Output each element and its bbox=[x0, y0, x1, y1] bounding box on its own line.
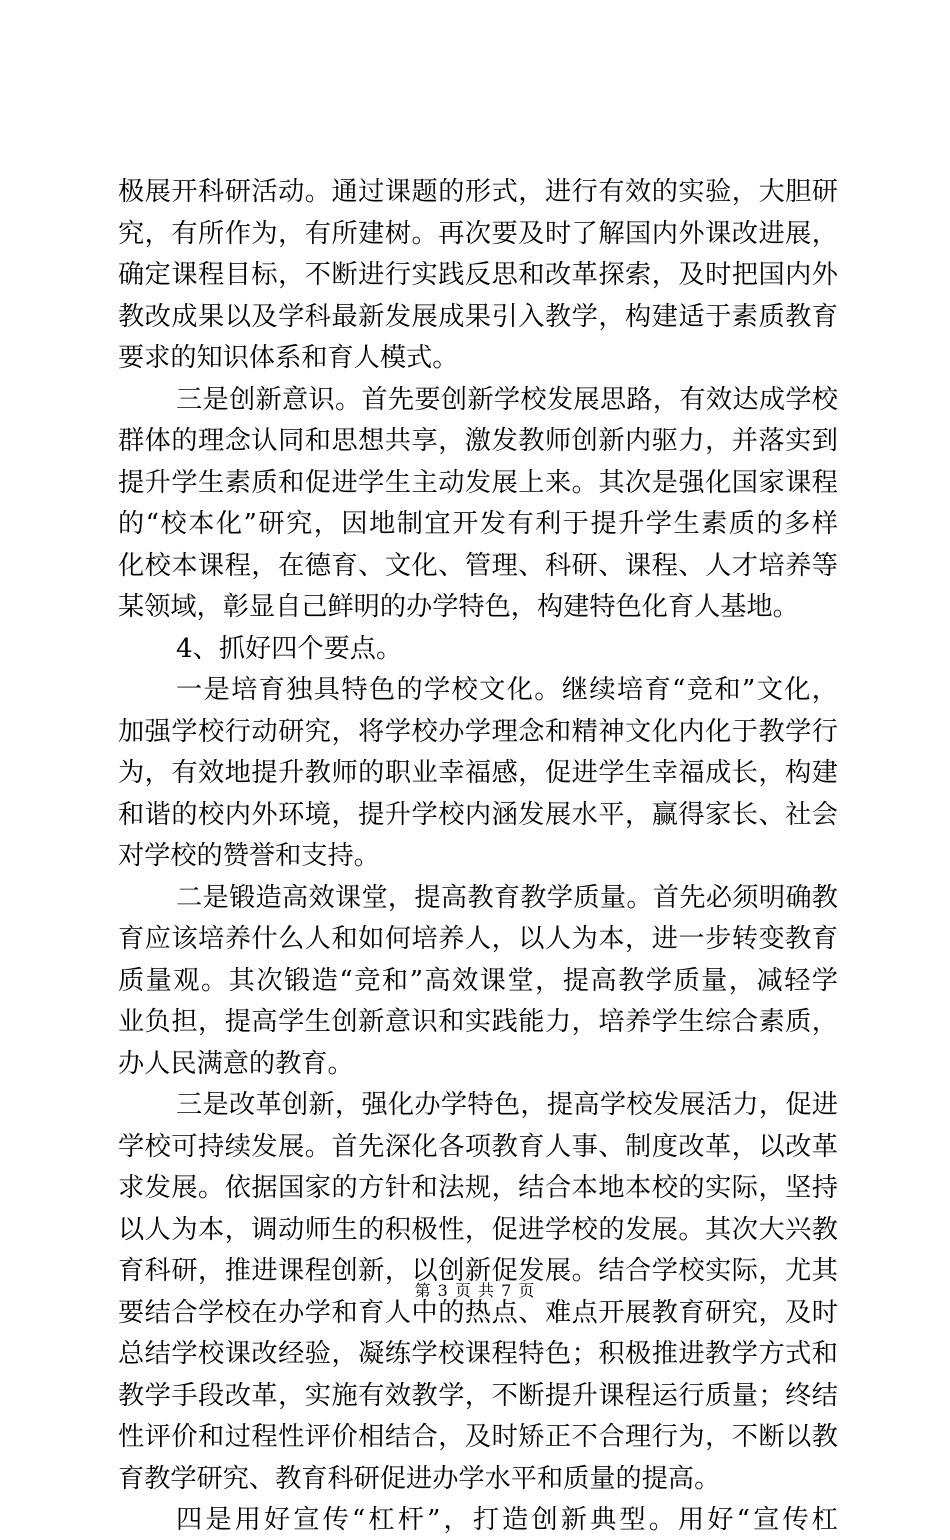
text-line: 三是创新意识。首先要创新学校发展思路，有效达成学校 bbox=[176, 384, 838, 415]
text-line: 学校可持续发展。首先深化各项教育人事、制度改革，以改革 bbox=[118, 1131, 838, 1162]
text-line: 性评价和过程性评价相结合，及时矫正不合理行为，不断以教 bbox=[118, 1422, 838, 1452]
text-line: 要结合学校在办学和育人中的热点、难点开展教育研究，及时 bbox=[118, 1297, 838, 1328]
text-line: 极展开科研活动。通过课题的形式，进行有效的实验，大胆研 bbox=[118, 177, 838, 207]
text-line: 育科研，推进课程创新，以创新促发展。结合学校实际，尤其 bbox=[118, 1256, 838, 1286]
text-line: 办人民满意的教育。 bbox=[118, 1048, 354, 1079]
text-line: 化校本课程，在德育、文化、管理、科研、课程、人才培养等 bbox=[118, 550, 838, 581]
text-line: 三是改革创新，强化办学特色，提高学校发展活力，促进 bbox=[176, 1090, 838, 1120]
text-line: 究，有所作为，有所建树。再次要及时了解国内外课改进展， bbox=[118, 218, 838, 249]
text-line: 质量观。其次锻造“竞和”高效课堂，提高教学质量，减轻学 bbox=[118, 965, 838, 996]
text-line: 要求的知识体系和育人模式。 bbox=[118, 343, 459, 373]
text-line: 某领域，彰显自己鲜明的办学特色，构建特色化育人基地。 bbox=[118, 592, 799, 622]
page-footer: 第 3 页 共 7 页 bbox=[414, 1281, 536, 1300]
text-line: 教改成果以及学科最新发展成果引入教学，构建适于素质教育 bbox=[118, 301, 838, 332]
text-line: 四是用好宣传“杠杆”，打造创新典型。用好“宣传杠 bbox=[176, 1505, 838, 1535]
text-line: 一是培育独具特色的学校文化。继续培育“竞和”文化， bbox=[176, 675, 838, 705]
text-line: 群体的理念认同和思想共享，激发教师创新内驱力，并落实到 bbox=[118, 426, 838, 456]
text-line: 和谐的校内外环境，提升学校内涵发展水平，赢得家长、社会 bbox=[118, 799, 838, 830]
text-line: 育教学研究、教育科研促进办学水平和质量的提高。 bbox=[118, 1463, 721, 1494]
text-line: 二是锻造高效课堂，提高教育教学质量。首先必须明确教 bbox=[176, 882, 838, 913]
text-line: 育应该培养什么人和如何培养人，以人为本，进一步转变教育 bbox=[118, 924, 838, 954]
text-line: 业负担，提高学生创新意识和实践能力，培养学生综合素质， bbox=[118, 1007, 838, 1037]
text-line: 求发展。依据国家的方针和法规，结合本地本校的实际，坚持 bbox=[118, 1173, 838, 1203]
text-line: 以人为本，调动师生的积极性，促进学校的发展。其次大兴教 bbox=[118, 1214, 838, 1245]
text-line: 提升学生素质和促进学生主动发展上来。其次是强化国家课程 bbox=[118, 467, 838, 498]
text-line: 确定课程目标，不断进行实践反思和改革探索，及时把国内外 bbox=[118, 260, 838, 290]
text-line: 加强学校行动研究，将学校办学理念和精神文化内化于教学行 bbox=[118, 716, 838, 747]
text-line: 为，有效地提升教师的职业幸福感，促进学生幸福成长，构建 bbox=[118, 758, 838, 788]
text-line: 教学手段改革，实施有效教学，不断提升课程运行质量；终结 bbox=[118, 1380, 838, 1411]
text-line: 4、抓好四个要点。 bbox=[176, 633, 403, 664]
text-line: 对学校的赞誉和支持。 bbox=[118, 841, 380, 871]
text-line: 的“校本化”研究，因地制宜开发有利于提升学生素质的多样 bbox=[118, 509, 838, 539]
text-line: 总结学校课改经验，凝练学校课程特色；积极推进教学方式和 bbox=[118, 1339, 838, 1369]
